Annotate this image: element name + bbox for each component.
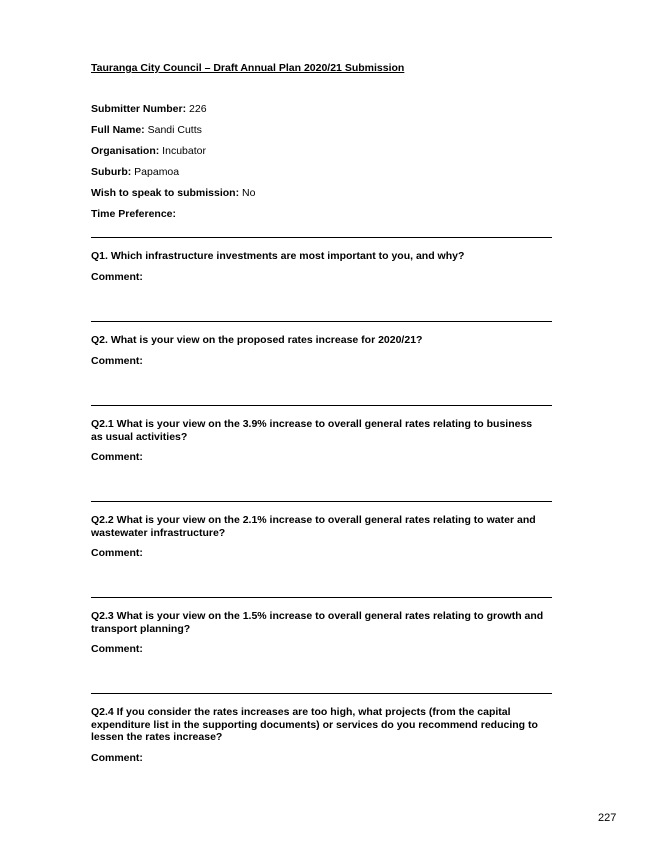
section-divider: [91, 597, 552, 598]
question-q2-3: Q2.3 What is your view on the 1.5% increase to overall general rates relating to growth and transport planning?: [91, 610, 544, 635]
field-label: Time Preference:: [91, 208, 177, 220]
page-number: 227: [598, 812, 617, 824]
section-divider: [91, 405, 552, 406]
field-time-preference: [91, 208, 176, 221]
field-label: Organisation:: [91, 145, 160, 157]
field-value: 226: [186, 103, 207, 115]
field-value: No: [239, 187, 256, 199]
question-q2-4: Q2.4 If you consider the rates increases are too high, what projects (from the capital expenditure list in the supporting documents) or services do you recommend reducing to lessen the rates increase?: [91, 706, 538, 743]
comment-label-q2-4: Comment:: [91, 752, 143, 764]
section-divider: [91, 321, 552, 322]
question-q2-2: Q2.2 What is your view on the 2.1% increase to overall general rates relating to water and wastewater infrastructure?: [91, 514, 536, 539]
question-q2: Q2. What is your view on the proposed rates increase for 2020/21?: [91, 334, 423, 346]
field-label: Suburb:: [91, 166, 132, 178]
comment-label-q2-1: Comment:: [91, 451, 143, 463]
document-title: Tauranga City Council – Draft Annual Plan 2020/21 Submission: [91, 62, 405, 74]
field-value: Sandi Cutts: [144, 124, 202, 136]
field-label: Submitter Number:: [91, 103, 187, 115]
field-organisation: [91, 145, 206, 158]
field-wish-to-speak: [91, 187, 255, 200]
field-label: Wish to speak to submission:: [91, 187, 240, 199]
question-q1: Q1. Which infrastructure investments are most important to you, and why?: [91, 250, 465, 262]
field-suburb: [91, 166, 179, 179]
comment-label-q2: Comment:: [91, 355, 143, 367]
section-divider: [91, 693, 552, 694]
comment-label-q2-3: Comment:: [91, 643, 143, 655]
section-divider: [91, 237, 552, 238]
field-submitter-number: [91, 103, 207, 116]
field-full-name: [91, 124, 202, 137]
field-value: Incubator: [159, 145, 206, 157]
comment-label-q1: Comment:: [91, 271, 143, 283]
field-value: Papamoa: [131, 166, 180, 178]
section-divider: [91, 501, 552, 502]
question-q2-1: Q2.1 What is your view on the 3.9% increase to overall general rates relating to business as usual activities?: [91, 418, 533, 443]
comment-label-q2-2: Comment:: [91, 547, 143, 559]
field-label: Full Name:: [91, 124, 145, 136]
